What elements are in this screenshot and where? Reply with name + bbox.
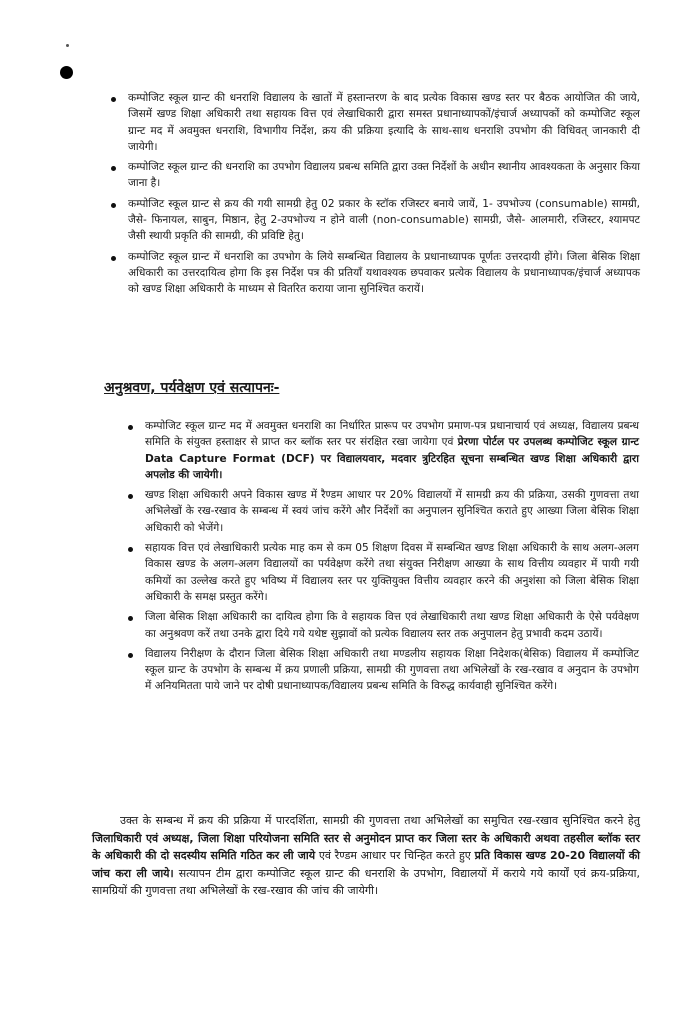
item-text: कम्पोजिट स्कूल ग्रान्ट की धनराशि का उपभोग विद्यालय प्रबन्ध समिति द्वारा उक्त निर्देशों के अधीन स्थानीय आवश्यकता के अनुसार किया जाना है। bbox=[128, 161, 640, 190]
list-item bbox=[128, 90, 640, 155]
monitoring-list bbox=[145, 418, 639, 699]
item-text: कम्पोजिट स्कूल ग्रान्ट में धनराशि का उपभोग के लिये सम्बन्धित विद्यालय के प्रधानाध्यापक पूर्णतः उत्तरदायी होंगे। जिला बेसिक शिक्षा अधिकारी का उत्तरदायित्व होगा कि इस निर्देश पत्र की प्रतियाँ यथावश्यक छपवाकर प्रत्येक विद्यालय के प्रधानाध्यापक/इंचार्ज अध्यापक को खण्ड शिक्षा अधिकारी के माध्यम से वितरित कराया जाना सुनिश्चित करायें। bbox=[128, 250, 640, 296]
list-item bbox=[128, 249, 640, 298]
instructions-list bbox=[128, 90, 640, 302]
closing-bold-text: प्रति विकास खण्ड 20-20 विद्यालयों की जांच करा ली जाये। bbox=[92, 849, 641, 880]
list-item bbox=[128, 159, 640, 192]
section-heading: अनुश्रवण, पर्यवेक्षण एवं सत्यापनः- bbox=[104, 380, 280, 396]
closing-bold-text: जिलाधिकारी एवं अध्यक्ष, जिला शिक्षा परियोजना समिति स्तर से अनुमोदन प्राप्त कर जिला स्तर के अधिकारी अथवा तहसील ब्लॉक स्तर के अधिकारी की दो सदस्यीय समिति गठित कर ली जाये bbox=[92, 831, 640, 863]
closing-paragraph bbox=[92, 812, 640, 900]
item-text: सहायक वित्त एवं लेखाधिकारी प्रत्येक माह कम से कम 05 शिक्षण दिवस में सम्बन्धित खण्ड शिक्षा अधिकारी के साथ अलग-अलग विकास खण्ड के अलग-अलग विद्यालयों का पर्यवेक्षण करेंगे तथा संयुक्त निरीक्षण आख्या के साथ वित्तीय व्यवहार में पायी गयी कमियों का उल्लेख करते हुए भविष्य में विद्यालय स्तर पर युक्तियुक्त वित्तीय व्यवहार करने की अनुशंसा को जिला बेसिक शिक्षा अधिकारी के समक्ष प्रस्तुत करेंगे। bbox=[145, 542, 639, 603]
list-item bbox=[145, 646, 639, 695]
item-text: जिला बेसिक शिक्षा अधिकारी का दायित्व होगा कि वे सहायक वित्त एवं लेखाधिकारी तथा खण्ड शिक्षा अधिकारी के ऐसे पर्यवेक्षण का अनुश्रवण करें तथा उनके द्वारा दिये गये यथेष्ट सुझावों को प्रत्येक विद्यालय स्तर तक अनुपालन हेतु प्रभावी कदम उठायें। bbox=[145, 611, 640, 640]
item-text: कम्पोजिट स्कूल ग्रान्ट से क्रय की गयी सामग्री हेतु 02 प्रकार के स्टॉक रजिस्टर बनाये जायें, 1- उपभोज्य (consumable) सामग्री, जैसे- फिनायल, साबुन, मिष्ठान, हेतु 2-उपभोज्य न होने वाली (non-consumable) सामग्री, जैसे- आलमारी, रजिस्टर, श्यामपट जैसी स्थायी प्रकृति की सामग्री, की प्रविष्टि हेतु। bbox=[128, 197, 640, 243]
list-item bbox=[145, 487, 639, 536]
list-item bbox=[145, 609, 639, 642]
closing-text: उक्त के सम्बन्ध में क्रय की प्रक्रिया में पारदर्शिता, सामग्री की गुणवत्ता तथा अभिलेखों का समुचित रख-रखाव सुनिश्चित करने हेतु bbox=[120, 814, 640, 827]
scan-speck bbox=[66, 44, 69, 47]
item-text: कम्पोजिट स्कूल ग्रान्ट की धनराशि विद्यालय के खातों में हस्तान्तरण के बाद प्रत्येक विकास खण्ड स्तर पर बैठक आयोजित की जाये, जिसमें खण्ड शिक्षा अधिकारी तथा सहायक वित्त एवं लेखाधिकारी द्वारा समस्त प्रधानाध्यापकों/इंचार्ज अध्यापकों को कम्पोजिट स्कूल ग्रान्ट मद में अवमुक्त धनराशि, विभागीय निर्देश, क्रय की प्रक्रिया इत्यादि के साथ-साथ धनराशि उपभोग की विधिवत् जानकारी दी जायेगी। bbox=[128, 92, 640, 153]
item-text: कम्पोजिट स्कूल ग्रान्ट मद में अवमुक्त धनराशि का निर्धारित प्रारूप पर उपभोग प्रमाण-पत्र प्रधानाचार्य एवं अध्यक्ष, विद्यालय प्रबन्ध समिति के संयुक्त हस्ताक्षर से प्राप्त कर ब्लॉक स्तर पर संरक्षित रखा जायेगा एवं bbox=[145, 420, 639, 449]
item-text: विद्यालय निरीक्षण के दौरान जिला बेसिक शिक्षा अधिकारी तथा मण्डलीय सहायक शिक्षा निदेशक(बेसिक) विद्यालय में कम्पोजिट स्कूल ग्रान्ट के उपभोग के सम्बन्ध में क्रय प्रणाली प्रक्रिया, सामग्री की गुणवत्ता तथा अभिलेखों के रख-रखाव व अनुदान के उपभोग में अनियमितता पाये जाने पर दोषी प्रधानाध्यापक/विद्यालय प्रबन्ध समिति के विरुद्ध कार्यवाही सुनिश्चित करेंगे। bbox=[145, 647, 639, 693]
item-text: खण्ड शिक्षा अधिकारी अपने विकास खण्ड में रैण्डम आधार पर 20% विद्यालयों में सामग्री क्रय की प्रक्रिया, उसकी गुणवत्ता तथा अभिलेखों के रख-रखाव के सम्बन्ध में स्वयं जांच करेंगे और निर्देशों का अनुपालन सुनिश्चित कराते हुए आख्या जिला बेसिक शिक्षा अधिकारी को भेजेंगे। bbox=[145, 489, 639, 534]
punch-hole-mark bbox=[60, 66, 73, 79]
closing-text: सत्यापन टीम द्वारा कम्पोजिट स्कूल ग्रान्ट की धनराशि के उपभोग, विद्यालयों में कराये गये कार्यों एवं क्रय-प्रक्रिया, सामग्रियों की गुणवत्ता तथा अभिलेखों के रख-रखाव की जांच की जायेगी। bbox=[92, 866, 640, 898]
list-item bbox=[128, 196, 640, 245]
list-item bbox=[145, 540, 639, 605]
list-item bbox=[145, 418, 639, 483]
closing-text: एवं रैण्डम आधार पर चिन्हित करते हुए bbox=[315, 849, 475, 863]
item-bold-text: प्रेरणा पोर्टल पर उपलब्ध कम्पोजिट स्कूल ग्रान्ट Data Capture Format (DCF) पर विद्यालयवार, मदवार त्रुटिरहित सूचना सम्बन्धित खण्ड शिक्षा अधिकारी द्वारा अपलोड की जायेगी। bbox=[145, 436, 639, 481]
